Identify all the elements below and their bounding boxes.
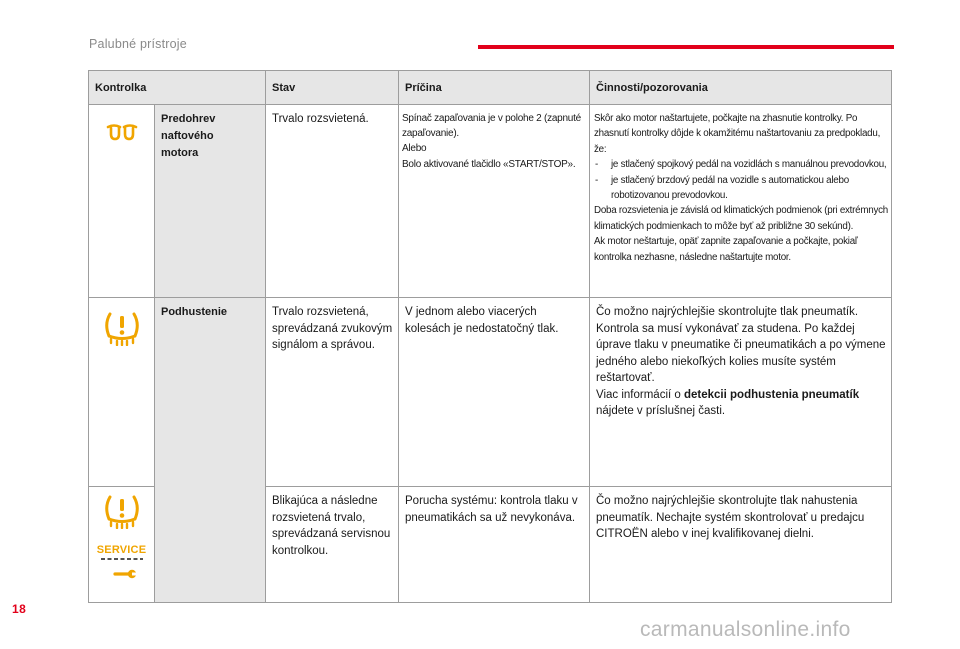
glow-plug-icon xyxy=(105,122,139,144)
column-header-stav: Stav xyxy=(266,71,399,105)
column-header-pricina: Príčina xyxy=(399,71,590,105)
action-text: Čo možno najrýchlejšie skontrolujte tlak pneumatík. Kontrola sa musí vykonávať za studena. Po každej úprave tlaku v pneumatike či pneumatikách a po výmene jedného alebo niekoľkých kolies musíte systém reštartovať. Viac informácií o detekcii podhustenia pneumatík nájdete v príslušnej časti. xyxy=(596,306,886,417)
cause-text: Spínač zapaľovania je v polohe 2 (zapnuté zapaľovanie). Alebo Bolo aktivované tlačidlo «START/STOP». xyxy=(402,113,581,170)
tyre-pressure-icon xyxy=(102,493,142,529)
page-header-title: Palubné prístroje xyxy=(89,37,187,51)
warning-name-cell xyxy=(155,298,266,603)
service-label: SERVICE xyxy=(96,544,147,556)
table-header-row xyxy=(89,71,892,105)
cause-cell xyxy=(399,487,590,603)
state-cell xyxy=(266,105,399,298)
table-row xyxy=(89,105,892,298)
warning-lights-table xyxy=(88,70,892,603)
cause-text: V jednom alebo viacerých kolesách je nedostatočný tlak. xyxy=(405,306,559,335)
action-cell xyxy=(590,487,892,603)
table-row xyxy=(89,298,892,487)
state-text: Trvalo rozsvietená, sprevádzaná zvukovým signálom a správou. xyxy=(272,306,393,351)
service-wrench-icon xyxy=(89,544,154,584)
page-number: 18 xyxy=(12,602,27,616)
icon-cell xyxy=(89,298,155,487)
warning-name-cell xyxy=(155,105,266,298)
action-text: Skôr ako motor naštartujete, počkajte na zhasnutie kontrolky. Po zhasnutí kontrolky dôjde k okamžitému naštartovaniu za predpokladu, že: - je stlačený spojkový pedál na vozidlách s manuálnou prevodovkou, - je stlačený brzdový pedál na vozidle s automatickou alebo robotizovanou prevodovkou. Doba rozsvietenia je závislá od klimatických podmienok (pri extrémnych klimatických podmienkach to môže byť až približne 30 sekúnd). Ak motor neštartuje, opäť zapnite zapaľovanie a počkajte, pokiaľ kontrolka nezhasne, následne naštartujte motor. xyxy=(594,113,888,263)
action-text: Čo možno najrýchlejšie skontrolujte tlak nahustenia pneumatík. Nechajte systém skontrolovať u predajcu CITROËN alebo v inej kvalifikovanej dielni. xyxy=(596,495,865,540)
cross-reference: detekcii podhustenia pneumatík xyxy=(684,388,860,401)
cause-cell xyxy=(399,105,590,298)
list-item: - je stlačený spojkový pedál na vozidlách s manuálnou prevodovkou, xyxy=(595,159,887,171)
icon-cell xyxy=(89,105,155,298)
header-accent-bar xyxy=(478,45,894,49)
watermark: carmanualsonline.info xyxy=(640,618,851,641)
state-cell xyxy=(266,487,399,603)
action-cell xyxy=(590,298,892,487)
list-item: - je stlačený brzdový pedál na vozidle s automatickou alebo robotizovanou prevodovkou. xyxy=(595,174,849,202)
state-text: Blikajúca a následne rozsvietená trvalo, sprevádzaná servisnou kontrolkou. xyxy=(272,495,391,557)
column-header-cinnosti: Činnosti/pozorovania xyxy=(590,71,892,105)
action-cell xyxy=(590,105,892,298)
tyre-pressure-icon xyxy=(102,310,142,346)
column-header-kontrolka: Kontrolka xyxy=(89,71,266,105)
cause-cell xyxy=(399,298,590,487)
icon-cell xyxy=(89,487,155,603)
state-cell xyxy=(266,298,399,487)
cause-text: Porucha systému: kontrola tlaku v pneumatikách sa už nevykonáva. xyxy=(405,495,578,524)
warning-name: Predohrev naftového motora xyxy=(161,113,216,159)
warning-name: Podhustenie xyxy=(161,306,228,318)
state-text: Trvalo rozsvietená. xyxy=(272,113,369,125)
